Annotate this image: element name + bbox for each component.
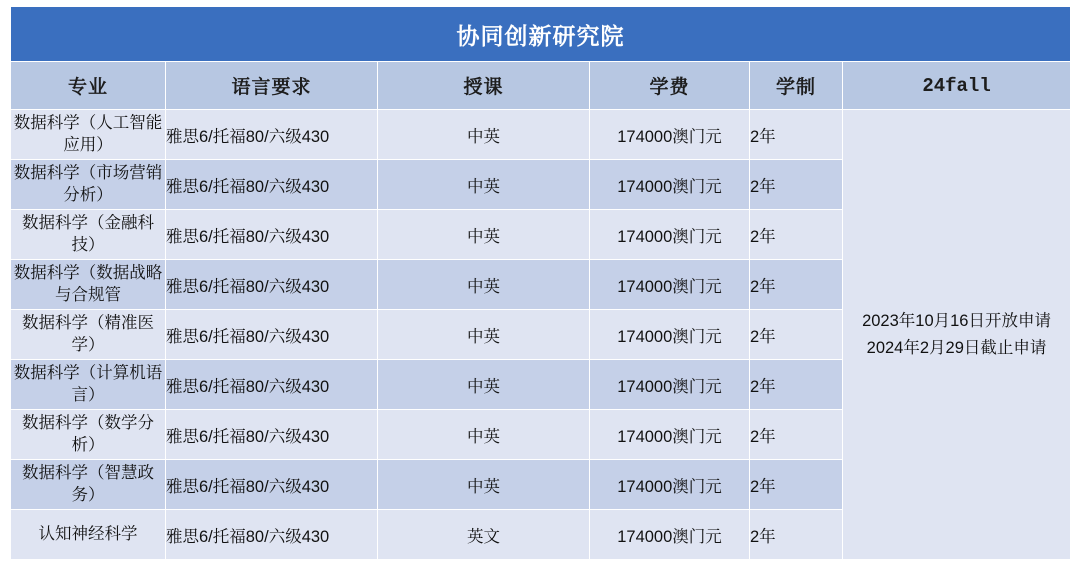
cell-teaching: 中英 [378, 460, 590, 510]
fall-open-date: 2023年10月16日开放申请 [862, 312, 1051, 331]
cell-fee: 174000澳门元 [590, 310, 750, 360]
cell-fee: 174000澳门元 [590, 110, 750, 160]
cell-fee: 174000澳门元 [590, 160, 750, 210]
cell-language: 雅思6/托福80/六级430 [166, 360, 378, 410]
table-title-row [11, 7, 1071, 62]
cell-teaching: 英文 [378, 510, 590, 560]
cell-major: 认知神经科学 [11, 510, 166, 560]
cell-fee: 174000澳门元 [590, 410, 750, 460]
cell-24fall-note [843, 110, 1071, 560]
fall-deadline-date: 2024年2月29日截止申请 [866, 338, 1047, 357]
cell-fee: 174000澳门元 [590, 460, 750, 510]
cell-teaching: 中英 [378, 110, 590, 160]
cell-major: 数据科学（市场营销分析） [11, 160, 166, 210]
cell-duration: 2年 [750, 410, 843, 460]
cell-major: 数据科学（精准医学） [11, 310, 166, 360]
cell-duration: 2年 [750, 310, 843, 360]
cell-duration: 2年 [750, 160, 843, 210]
cell-duration: 2年 [750, 210, 843, 260]
table-row [11, 110, 1071, 160]
cell-language: 雅思6/托福80/六级430 [166, 210, 378, 260]
cell-language: 雅思6/托福80/六级430 [166, 460, 378, 510]
cell-language: 雅思6/托福80/六级430 [166, 310, 378, 360]
cell-language: 雅思6/托福80/六级430 [166, 160, 378, 210]
column-header-major: 专业 [11, 62, 166, 110]
program-table-sheet [0, 6, 1080, 580]
cell-major: 数据科学（计算机语言） [11, 360, 166, 410]
cell-teaching: 中英 [378, 410, 590, 460]
column-header-24fall: 24fall [843, 62, 1071, 110]
cell-teaching: 中英 [378, 210, 590, 260]
column-header-fee: 学费 [590, 62, 750, 110]
program-table [10, 6, 1071, 560]
cell-fee: 174000澳门元 [590, 210, 750, 260]
cell-teaching: 中英 [378, 310, 590, 360]
column-header-language: 语言要求 [166, 62, 378, 110]
cell-fee: 174000澳门元 [590, 510, 750, 560]
column-header-duration: 学制 [750, 62, 843, 110]
cell-fee: 174000澳门元 [590, 260, 750, 310]
cell-major: 数据科学（数据战略与合规管 [11, 260, 166, 310]
cell-language: 雅思6/托福80/六级430 [166, 260, 378, 310]
cell-major: 数据科学（数学分析） [11, 410, 166, 460]
page-title: 协同创新研究院 [11, 7, 1071, 62]
cell-language: 雅思6/托福80/六级430 [166, 410, 378, 460]
cell-duration: 2年 [750, 460, 843, 510]
cell-language: 雅思6/托福80/六级430 [166, 510, 378, 560]
column-header-teaching: 授课 [378, 62, 590, 110]
cell-duration: 2年 [750, 360, 843, 410]
cell-fee: 174000澳门元 [590, 360, 750, 410]
cell-duration: 2年 [750, 510, 843, 560]
cell-duration: 2年 [750, 110, 843, 160]
cell-major: 数据科学（金融科技） [11, 210, 166, 260]
cell-teaching: 中英 [378, 160, 590, 210]
table-header-row [11, 62, 1071, 110]
cell-teaching: 中英 [378, 260, 590, 310]
cell-major: 数据科学（智慧政务） [11, 460, 166, 510]
cell-teaching: 中英 [378, 360, 590, 410]
cell-major: 数据科学（人工智能应用） [11, 110, 166, 160]
cell-language: 雅思6/托福80/六级430 [166, 110, 378, 160]
cell-duration: 2年 [750, 260, 843, 310]
